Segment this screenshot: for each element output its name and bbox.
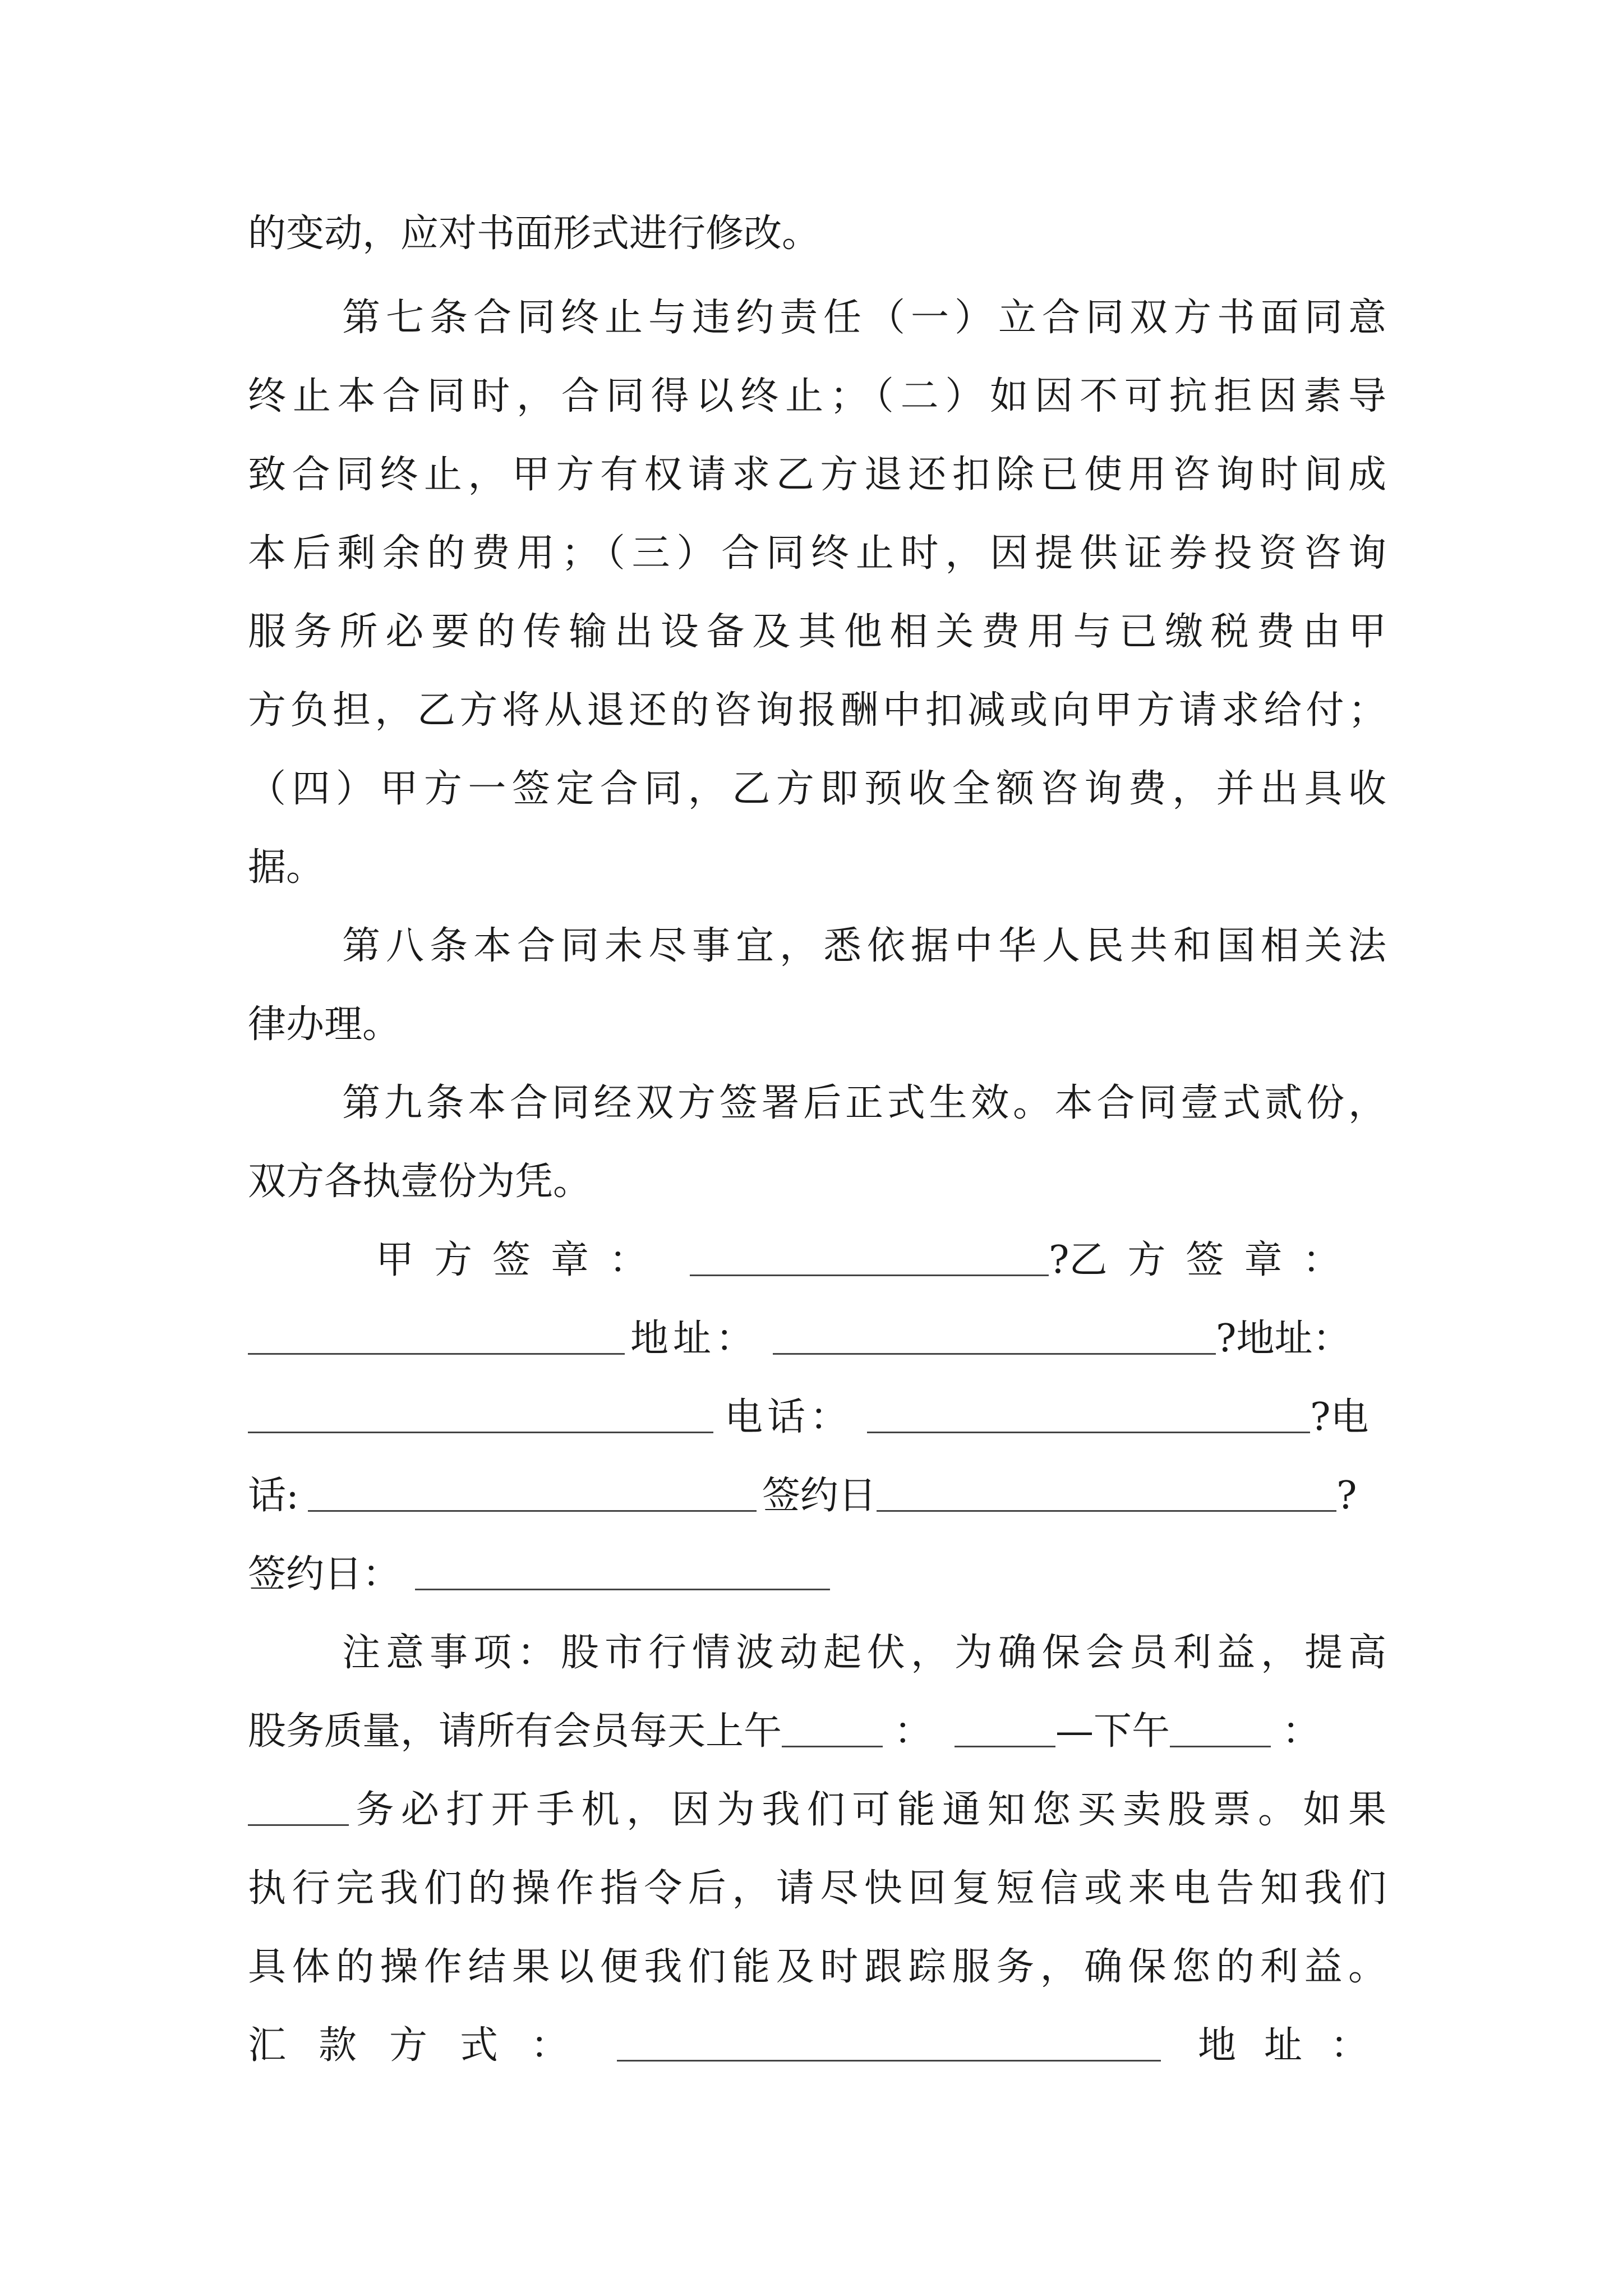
party-a-address-blank <box>773 1316 1216 1355</box>
notice-line: 具体的操作结果以便我们能及时跟踪服务，确保您的利益。 <box>248 1945 1386 1989</box>
party-b-address-label: 地址： <box>1236 1317 1351 1361</box>
article-7-line: 致合同终止，甲方有权请求乙方退还扣除已使用咨询时间成 <box>248 453 1386 497</box>
party-b-phone-blank <box>308 1473 757 1512</box>
remittance-address-label: 地址： <box>1198 2023 1397 2068</box>
party-a-phone-blank <box>867 1395 1310 1433</box>
article-7-line: 本后剩余的费用；（三）合同终止时，因提供证券投资咨询 <box>248 531 1386 576</box>
article-9-line: 第九条本合同经双方签署后正式生效。本合同壹式贰份， <box>342 1081 1386 1125</box>
remittance-blank <box>617 2023 1161 2062</box>
time-blank <box>1170 1709 1271 1747</box>
notice-text: 股务质量，请所有会员每天上午 <box>248 1709 782 1754</box>
party-a-signature-blank <box>690 1237 1049 1276</box>
notice-time-row <box>248 1701 1386 1763</box>
party-b-signature-blank <box>248 1316 625 1355</box>
text-line: 的变动，应对书面形式进行修改。 <box>248 211 820 256</box>
article-9-line: 双方各执壹份为凭。 <box>248 1159 592 1204</box>
party-a-address-label: 地址： <box>630 1317 759 1361</box>
article-7-line: 据。 <box>248 845 325 890</box>
address-row <box>248 1308 1386 1370</box>
party-b-address-blank <box>248 1395 713 1433</box>
separator-mark: ? <box>1336 1474 1357 1518</box>
party-b-signature-label: 乙方签章： <box>1069 1238 1361 1282</box>
notice-line <box>248 1779 1386 1841</box>
remittance-label: 汇款方式： <box>248 2023 602 2068</box>
notice-line: 注意事项：股市行情波动起伏，为确保会员利益，提高 <box>342 1631 1386 1675</box>
party-a-sign-date-blank <box>877 1473 1336 1512</box>
article-7-line: 服务所必要的传输出设备及其他相关费用与已缴税费由甲 <box>248 610 1386 654</box>
article-8-line: 律办理。 <box>248 1002 401 1047</box>
time-blank <box>248 1787 349 1826</box>
article-7-line: 第七条合同终止与违约责任（一）立合同双方书面同意 <box>342 296 1386 340</box>
remittance-row <box>248 2015 1397 2077</box>
party-b-phone-label-part1: 电 <box>1330 1395 1369 1439</box>
party-b-phone-label-part2: 话: <box>248 1474 299 1518</box>
phone-row <box>248 1387 1386 1448</box>
separator-mark: ? <box>1216 1317 1237 1361</box>
notice-text: —下午 <box>1055 1709 1170 1754</box>
sign-date-row-2 <box>248 1544 1386 1605</box>
sign-date-row <box>248 1465 1386 1527</box>
party-a-phone-label: 电话： <box>725 1395 853 1439</box>
article-7-line: （四）甲方一签定合同，乙方即预收全额咨询费，并出具收 <box>248 767 1386 811</box>
separator-mark: ? <box>1049 1238 1069 1282</box>
party-a-sign-date-label: 签约日 <box>762 1474 877 1518</box>
party-a-signature-label: 甲方签章： <box>376 1238 668 1282</box>
party-a-signature-row <box>248 1230 1386 1291</box>
party-b-sign-date-blank <box>415 1552 830 1590</box>
party-b-sign-date-label: 签约日： <box>248 1552 401 1596</box>
article-7-line: 终止本合同时，合同得以终止；（二）如因不可抗拒因素导 <box>248 374 1386 418</box>
article-7-line: 方负担，乙方将从退还的咨询报酬中扣减或向甲方请求给付； <box>248 688 1386 733</box>
notice-line: 执行完我们的操作指令后，请尽快回复短信或来电告知我们 <box>248 1866 1386 1911</box>
time-blank <box>782 1709 883 1747</box>
time-blank <box>955 1709 1055 1747</box>
colon-mark: ： <box>1282 1709 1321 1754</box>
article-8-line: 第八条本合同未尽事宜，悉依据中华人民共和国相关法 <box>342 924 1386 968</box>
colon-mark: ： <box>894 1709 933 1754</box>
notice-text: 务必打开手机，因为我们可能通知您买卖股票。如果 <box>349 1788 1386 1832</box>
separator-mark: ? <box>1310 1395 1331 1439</box>
